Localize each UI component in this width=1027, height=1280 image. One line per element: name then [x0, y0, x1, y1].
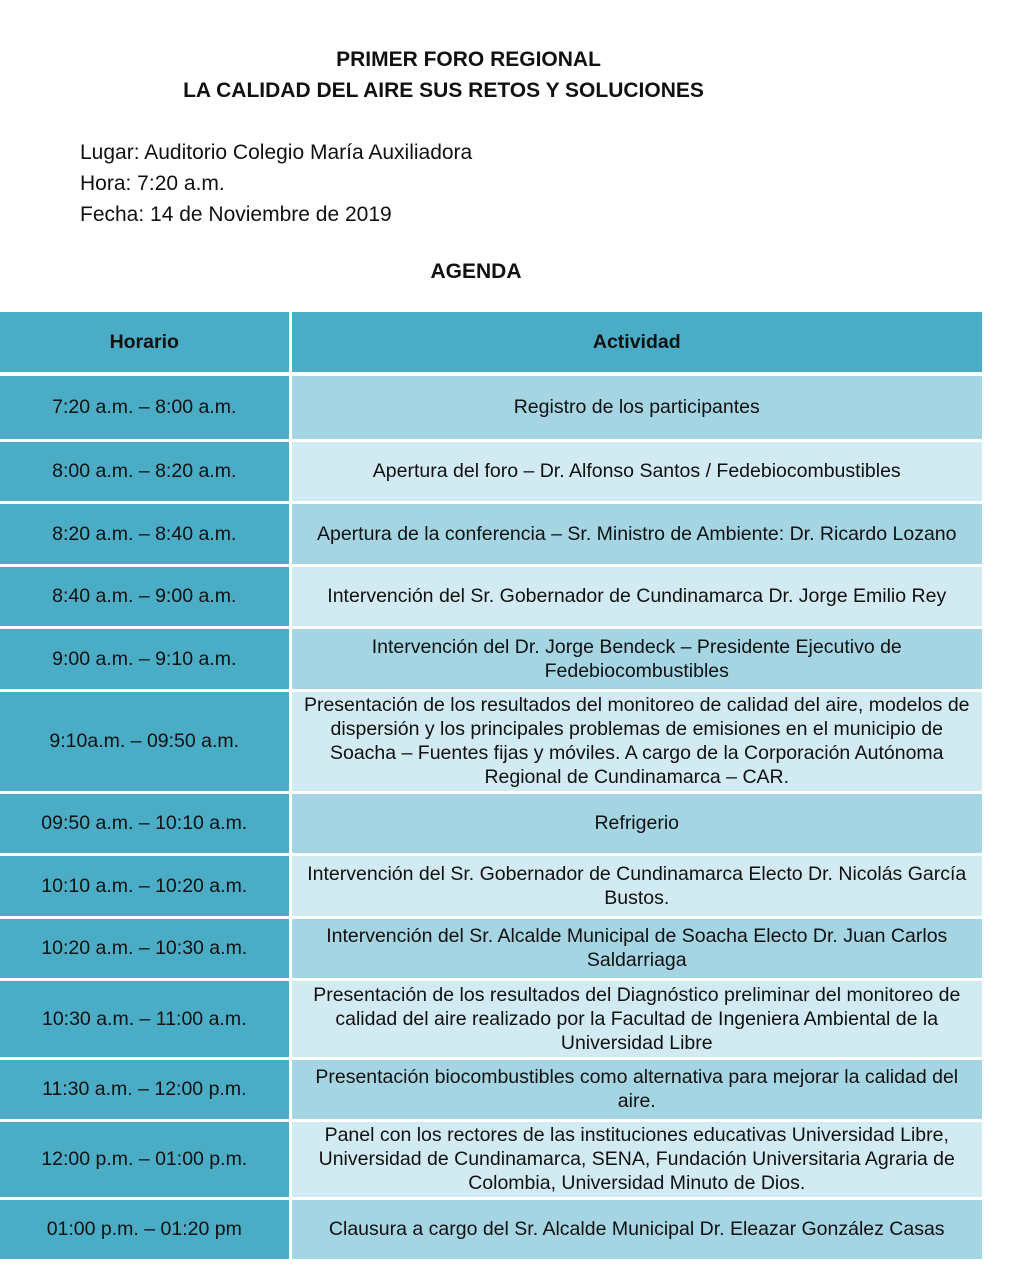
row-activity: Presentación de los resultados del Diagnóstico preliminar del monitoreo de calidad del aire realizado por la Facultad de Ingeniera Ambiental de la Universidad Libre [290, 979, 982, 1058]
title-line-2: LA CALIDAD DEL AIRE SUS RETOS Y SOLUCIONES [183, 79, 704, 102]
row-activity: Refrigerio [290, 792, 982, 854]
column-header-horario: Horario [0, 312, 290, 374]
event-date: Fecha: 14 de Noviembre de 2019 [80, 203, 392, 226]
row-time: 10:10 a.m. – 10:20 a.m. [0, 854, 290, 917]
table-row [0, 792, 982, 854]
row-activity: Panel con los rectores de las instituciones educativas Universidad Libre, Universidad de Cundinamarca, SENA, Fundación Universitaria Agraria de Colombia, Universidad Minuto de Dios. [290, 1120, 982, 1198]
table-row [0, 1058, 982, 1120]
table-row [0, 565, 982, 627]
table-row [0, 690, 982, 792]
event-time: Hora: 7:20 a.m. [80, 172, 225, 195]
row-time: 9:00 a.m. – 9:10 a.m. [0, 627, 290, 690]
table-row [0, 374, 982, 440]
agenda-heading: AGENDA [430, 260, 522, 283]
row-time: 8:20 a.m. – 8:40 a.m. [0, 502, 290, 565]
row-activity: Presentación biocombustibles como alternativa para mejorar la calidad del aire. [290, 1058, 982, 1120]
row-activity: Intervención del Sr. Gobernador de Cundinamarca Electo Dr. Nicolás García Bustos. [290, 854, 982, 917]
row-time: 10:30 a.m. – 11:00 a.m. [0, 979, 290, 1058]
table-row [0, 627, 982, 690]
row-activity: Presentación de los resultados del monitoreo de calidad del aire, modelos de dispersión y los principales problemas de emisiones en el municipio de Soacha – Fuentes fijas y móviles. A cargo de la Corporación Autónoma Regional de Cundinamarca – CAR. [290, 690, 982, 792]
row-activity: Apertura de la conferencia – Sr. Ministro de Ambiente: Dr. Ricardo Lozano [290, 502, 982, 565]
table-row [0, 854, 982, 917]
row-activity: Intervención del Dr. Jorge Bendeck – Presidente Ejecutivo de Fedebiocombustibles [290, 627, 982, 690]
table-row [0, 979, 982, 1058]
row-activity: Apertura del foro – Dr. Alfonso Santos / Fedebiocombustibles [290, 440, 982, 502]
table-row [0, 502, 982, 565]
title-line-1: PRIMER FORO REGIONAL [336, 48, 601, 71]
row-activity: Clausura a cargo del Sr. Alcalde Municipal Dr. Eleazar González Casas [290, 1198, 982, 1260]
row-time: 01:00 p.m. – 01:20 pm [0, 1198, 290, 1260]
document-title [0, 44, 1027, 106]
table-row [0, 440, 982, 502]
table-row [0, 1198, 982, 1260]
event-info [80, 137, 472, 230]
row-time: 9:10a.m. – 09:50 a.m. [0, 690, 290, 792]
column-header-actividad: Actividad [290, 312, 982, 374]
table-row [0, 917, 982, 979]
row-time: 7:20 a.m. – 8:00 a.m. [0, 374, 290, 440]
event-location: Lugar: Auditorio Colegio María Auxiliadora [80, 141, 473, 164]
row-time: 11:30 a.m. – 12:00 p.m. [0, 1058, 290, 1120]
row-time: 8:40 a.m. – 9:00 a.m. [0, 565, 290, 627]
row-time: 10:20 a.m. – 10:30 a.m. [0, 917, 290, 979]
table-header-row [0, 312, 982, 374]
row-time: 09:50 a.m. – 10:10 a.m. [0, 792, 290, 854]
row-time: 8:00 a.m. – 8:20 a.m. [0, 440, 290, 502]
table-row [0, 1120, 982, 1198]
agenda-table [0, 312, 982, 1262]
row-activity: Registro de los participantes [290, 374, 982, 440]
row-time: 12:00 p.m. – 01:00 p.m. [0, 1120, 290, 1198]
row-activity: Intervención del Sr. Alcalde Municipal de Soacha Electo Dr. Juan Carlos Saldarriaga [290, 917, 982, 979]
row-activity: Intervención del Sr. Gobernador de Cundinamarca Dr. Jorge Emilio Rey [290, 565, 982, 627]
